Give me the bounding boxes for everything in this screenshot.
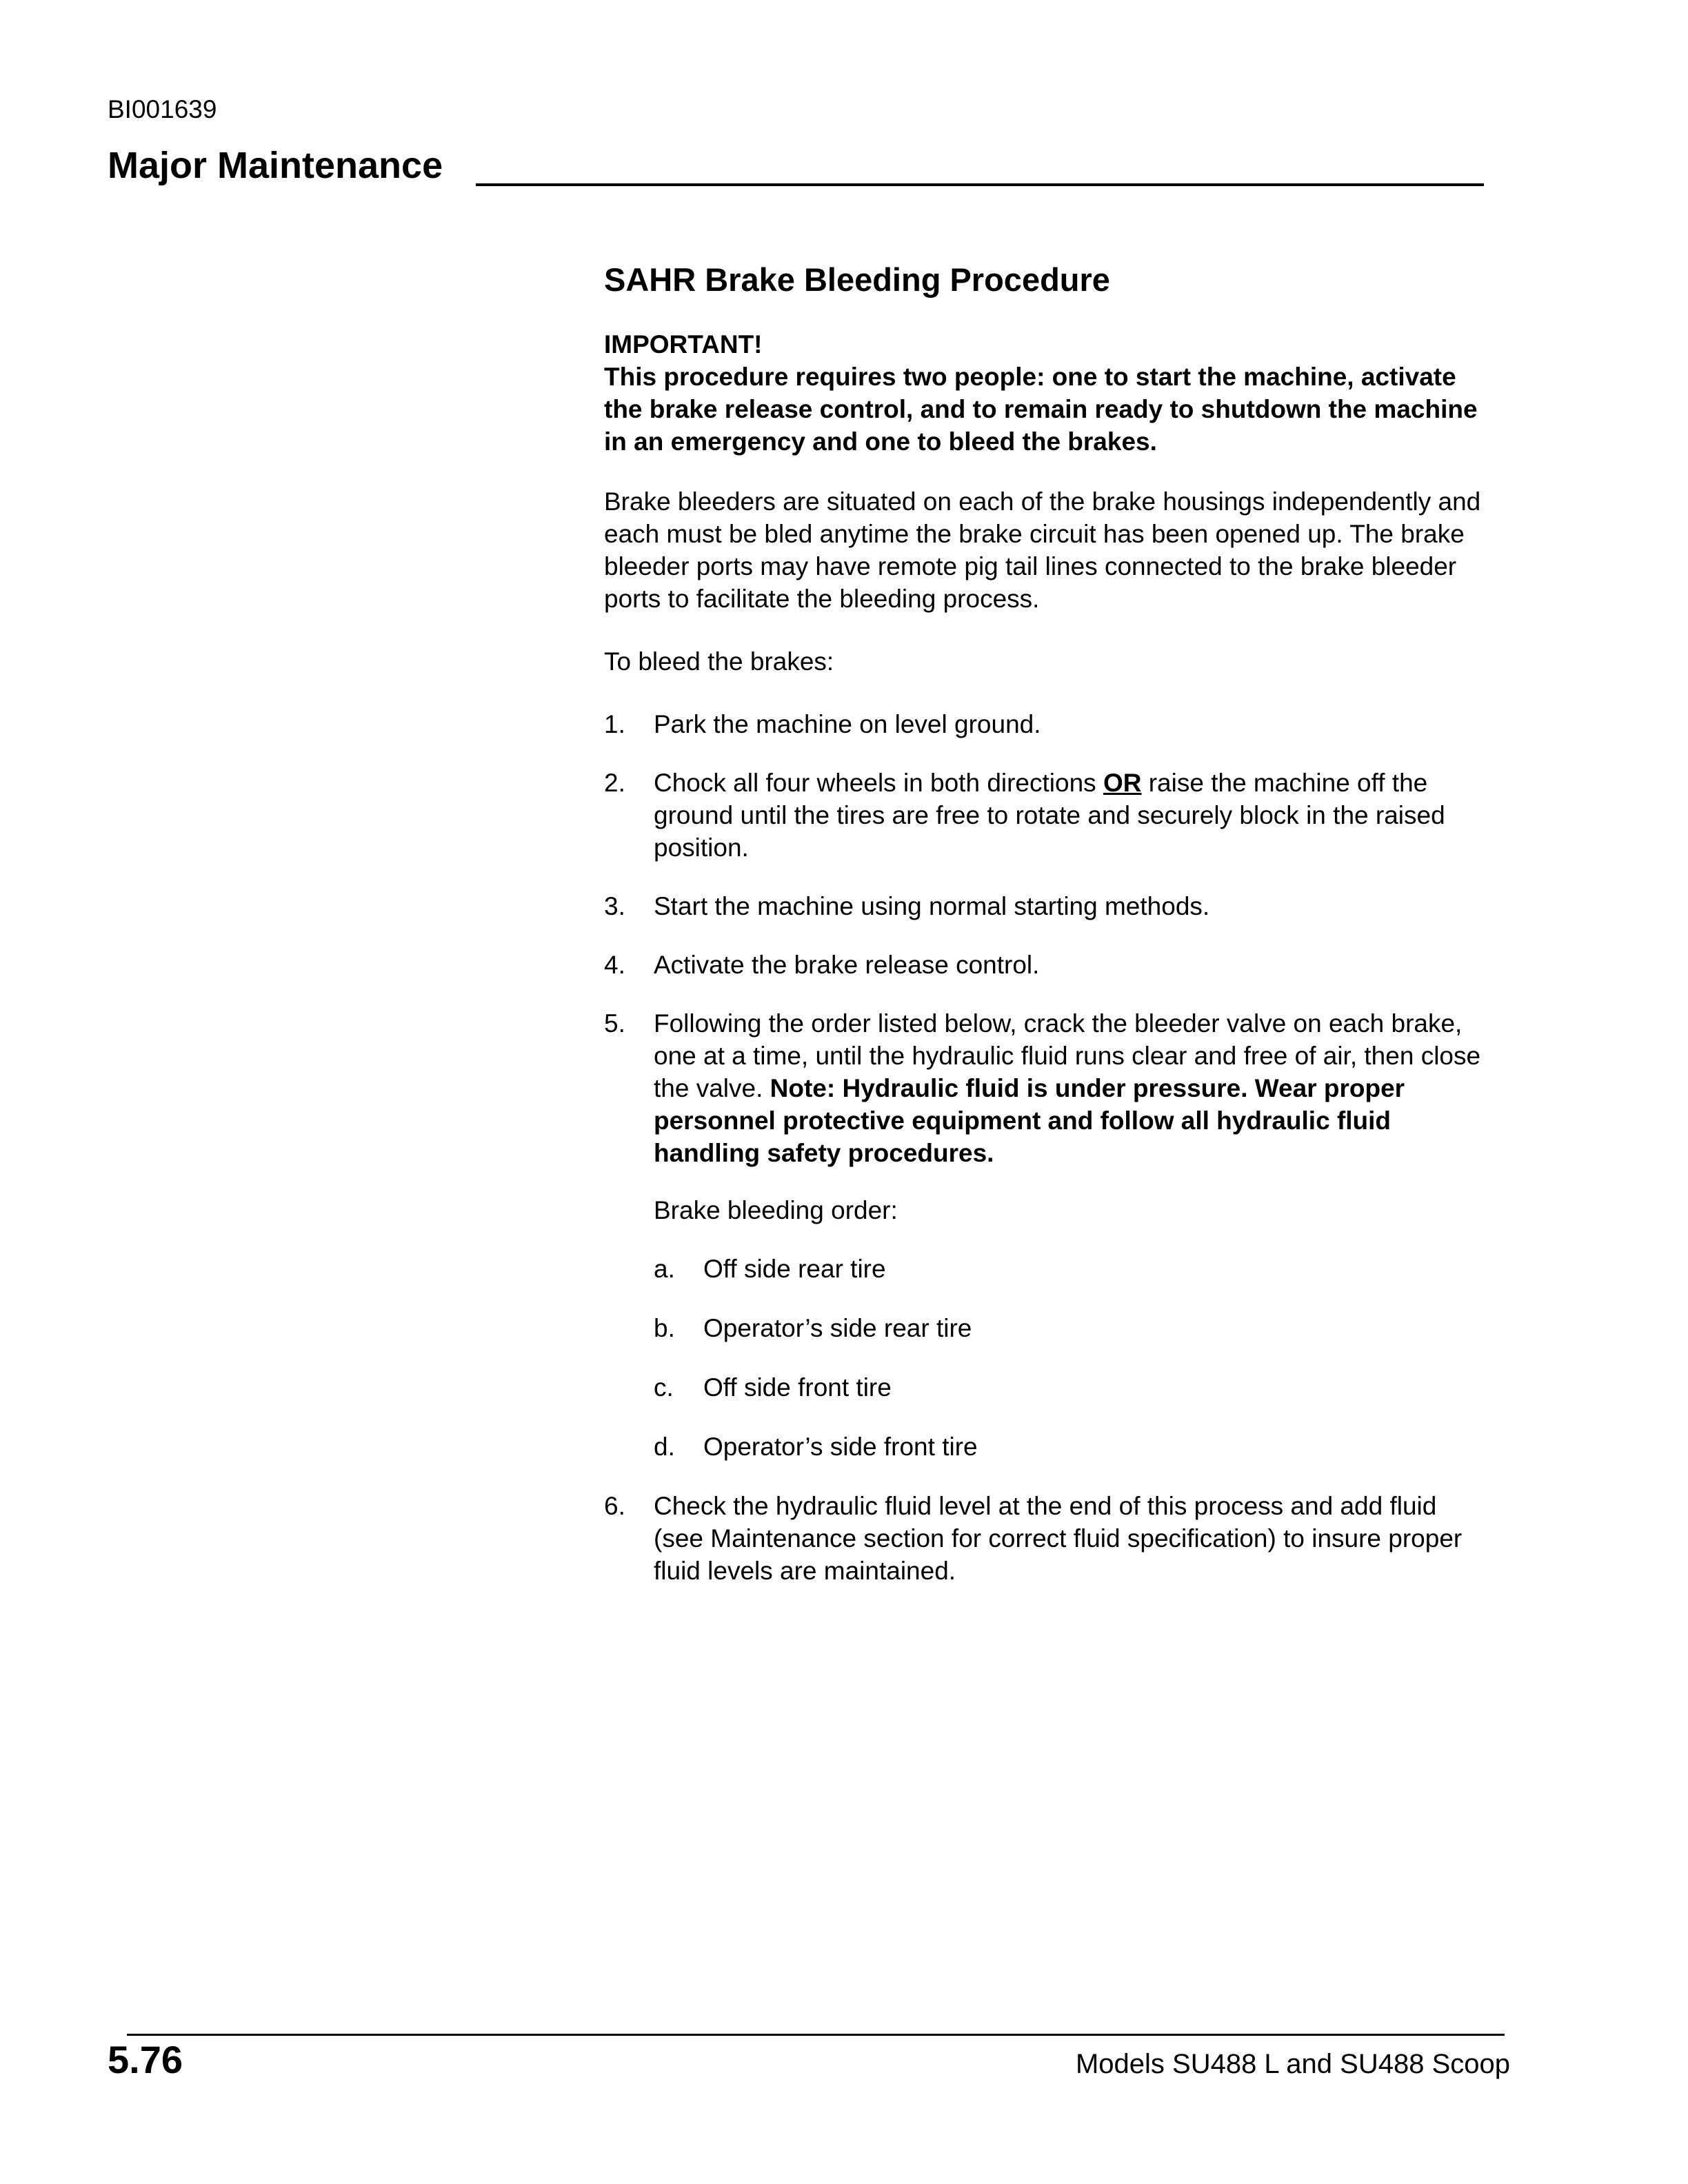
substep-b — [654, 1312, 1484, 1344]
substep-letter: c. — [654, 1373, 674, 1402]
substep-letter: a. — [654, 1255, 675, 1283]
footer-model-label: Models SU488 L and SU488 Scoop — [1075, 2049, 1510, 2079]
main-content — [604, 261, 1484, 1613]
step-4 — [604, 949, 1484, 981]
step-6 — [604, 1490, 1484, 1587]
footer-rule — [127, 2034, 1505, 2036]
step-text: Check the hydraulic fluid level at the end of this process and add fluid (see Maintenance section for correct fluid specification) to insure proper fluid levels are maintained. — [654, 1492, 1463, 1585]
substep-letter: d. — [654, 1433, 675, 1461]
step-number: 1. — [604, 710, 625, 738]
substep-text: Off side front tire — [703, 1373, 892, 1402]
title-underline-rule — [476, 183, 1484, 186]
substep-a — [654, 1253, 1484, 1285]
substep-text: Operator’s side rear tire — [703, 1314, 972, 1342]
procedure-steps — [604, 708, 1484, 1587]
substep-text: Operator’s side front tire — [703, 1433, 978, 1461]
step-5 — [604, 1007, 1484, 1463]
step-text: Start the machine using normal starting methods. — [654, 892, 1210, 920]
important-notice — [604, 328, 1484, 458]
substep-c — [654, 1371, 1484, 1404]
document-id: BI001639 — [108, 95, 217, 123]
step-text: Following the order listed below, crack the bleeder valve on each brake, one at a time, until the hydraulic fluid runs clear and free of air, then close the valve. — [654, 1009, 1481, 1102]
intro-paragraph: Brake bleeders are situated on each of the brake housings independently and each must be bled anytime the brake circuit has been opened up. The brake bleeder ports may have remote pig tail lines connected to the brake bleeder ports to facilitate the bleeding process. — [604, 487, 1481, 613]
substep-text: Off side rear tire — [703, 1255, 886, 1283]
lead-in: To bleed the brakes: — [604, 647, 834, 676]
step-text: Activate the brake release control. — [654, 951, 1040, 979]
procedure-title: SAHR Brake Bleeding Procedure — [604, 261, 1110, 298]
safety-note: Note: Hydraulic fluid is under pressure. Wear proper personnel protective equipment and follow all hydraulic fluid handling safety procedures. — [654, 1074, 1405, 1167]
step-number: 2. — [604, 769, 625, 797]
substep-letter: b. — [654, 1314, 675, 1342]
step-1 — [604, 708, 1484, 740]
bleeding-order-intro: Brake bleeding order: — [654, 1196, 898, 1224]
step-number: 3. — [604, 892, 625, 920]
step-number: 4. — [604, 951, 625, 979]
section-title: Major Maintenance — [108, 145, 443, 186]
important-label: IMPORTANT! — [604, 330, 763, 358]
page-number: 5.76 — [108, 2038, 183, 2081]
step-3 — [604, 890, 1484, 922]
step-2 — [604, 767, 1484, 864]
substep-d — [654, 1430, 1484, 1463]
important-text: This procedure requires two people: one to start the machine, activate the brake release control, and to remain ready to shutdown the machine in an emergency and one to bleed the brakes. — [604, 363, 1478, 456]
step-emphasis: OR — [1103, 769, 1142, 797]
step-number: 6. — [604, 1492, 625, 1520]
bleeding-order-list — [654, 1253, 1484, 1463]
step-text: Chock all four wheels in both directions — [654, 769, 1103, 797]
step-text: Park the machine on level ground. — [654, 710, 1041, 738]
step-number: 5. — [604, 1009, 625, 1038]
step-text-continued: raise the machine off the ground until the tires are free to rotate and securely block in the raised position. — [654, 769, 1445, 862]
